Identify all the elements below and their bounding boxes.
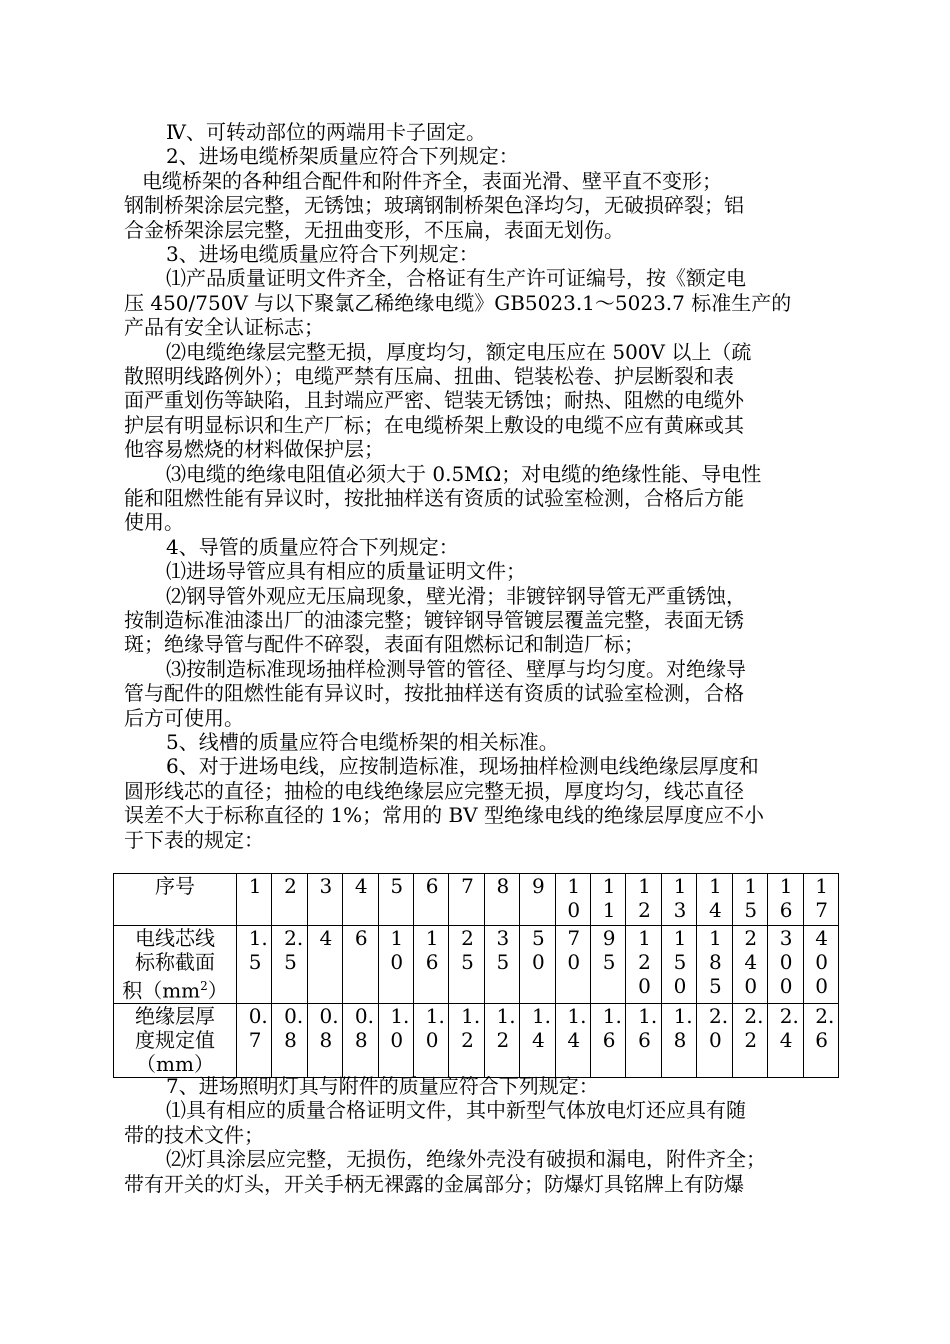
table-row-seq [114, 874, 839, 926]
text-line: 7、进场照明灯具与附件的质量应符合下列规定： [166, 1074, 599, 1098]
text-line: 压 450/750V 与以下聚氯乙稀绝缘电缆》GB5023.1～5023.7 标准生产的 [124, 290, 792, 315]
table-cell-area [414, 926, 449, 1004]
table-cell-thickness [555, 1003, 590, 1077]
text-line: 误差不大于标称直径的 1%；常用的 BV 型绝缘电线的绝缘层厚度应不小 [124, 803, 764, 828]
text-line: 按制造标准油漆出厂的油漆完整；镀锌钢导管镀层覆盖完整，表面无锈 [124, 608, 744, 632]
table-cell-seq [378, 874, 413, 926]
table-cell-seq [697, 874, 732, 926]
cell-value: 6 [354, 926, 368, 950]
cell-value: 120 [638, 926, 651, 998]
cell-value: 0.7 [248, 1003, 268, 1052]
cell-value: 4 [319, 926, 333, 950]
cell-value: 2.0 [708, 1003, 729, 1052]
cell-value: 1 [248, 874, 262, 898]
table-cell-seq [414, 874, 449, 926]
cell-value: 8 [496, 874, 510, 898]
cell-value: 1.6 [638, 1003, 658, 1052]
row-header-area: 电线芯线 标称截面 积$(mm^2)$ [114, 926, 237, 1004]
cell-value: 1.5 [248, 926, 268, 974]
table-cell-thickness [307, 1003, 342, 1077]
cell-value: 2 [284, 874, 297, 898]
table-cell-seq [272, 874, 307, 926]
cell-value: 3 [319, 874, 333, 898]
text-line: 产品有安全认证标志； [124, 315, 324, 340]
cell-value: 10 [390, 926, 404, 974]
text-line: ⑴进场导管应具有相应的质量证明文件； [166, 559, 526, 584]
cell-value: 7 [461, 874, 474, 898]
table-cell-thickness [237, 1003, 272, 1077]
table-cell-thickness [732, 1003, 767, 1077]
table-cell-seq [484, 874, 519, 926]
cell-value: 2.2 [744, 1003, 764, 1052]
cell-value: 1.0 [390, 1003, 410, 1052]
cell-value: 50 [531, 926, 545, 974]
table-cell-thickness [484, 1003, 519, 1077]
table-cell-seq [661, 874, 696, 926]
cell-value: 5 [390, 874, 404, 898]
cell-value: 1.4 [567, 1003, 587, 1052]
cell-value: 1.6 [602, 1003, 622, 1052]
cell-value: 6 [425, 874, 439, 898]
table-cell-seq [626, 874, 661, 926]
cell-value: 12 [638, 874, 651, 922]
table-cell-area [732, 926, 767, 1004]
cell-value: 70 [567, 926, 581, 974]
table-cell-area [307, 926, 342, 1004]
text-line: ⑴具有相应的质量合格证明文件，其中新型气体放电灯还应具有随 [166, 1098, 746, 1123]
table-cell-thickness [768, 1003, 803, 1077]
cell-value: 17 [815, 874, 828, 922]
table-cell-area [237, 926, 272, 1004]
cell-value: 2.6 [815, 1003, 835, 1052]
text-line: ⑶电缆的绝缘电阻值必须大于 0.5MΩ；对电缆的绝缘性能、导电性 [166, 461, 762, 486]
text-line: 4、导管的质量应符合下列规定： [166, 534, 459, 559]
table-cell-area [803, 926, 839, 1004]
text-line: 带的技术文件； [124, 1122, 264, 1147]
table-cell-seq [237, 874, 272, 926]
table-cell-thickness [449, 1003, 484, 1077]
table-cell-thickness [661, 1003, 696, 1077]
cell-value: 14 [708, 874, 722, 922]
table-cell-seq [307, 874, 342, 926]
text-line: 斑；绝缘导管与配件不碎裂，表面有阻燃标记和制造厂标； [124, 632, 644, 657]
table-row-area [114, 926, 839, 1004]
table-cell-thickness [378, 1003, 413, 1077]
table-cell-area [555, 926, 590, 1004]
table-cell-seq [343, 874, 378, 926]
cell-value: 95 [602, 926, 616, 974]
table-cell-area [626, 926, 661, 1004]
table-cell-thickness [520, 1003, 555, 1077]
text-line: ⑶按制造标准现场抽样检测导管的管径、壁厚与均匀度。对绝缘导 [166, 656, 746, 681]
row-header-seq: 序号 [114, 874, 237, 926]
text-line: 钢制桥架涂层完整，无锈蚀；玻璃钢制桥架色泽均匀，无破损碎裂；铝 [124, 193, 744, 218]
table-cell-area [591, 926, 626, 1004]
table-cell-area [768, 926, 803, 1004]
table-cell-seq [803, 874, 839, 926]
insulation-thickness-table [113, 873, 839, 1078]
table-cell-seq [449, 874, 484, 926]
text-line: 他容易燃烧的材料做保护层； [124, 437, 384, 462]
table-row-thickness [114, 1003, 839, 1077]
text-line: Ⅳ、可转动部位的两端用卡子固定。 [166, 120, 486, 144]
text-line: 后方可使用。 [124, 705, 244, 730]
cell-value: 300 [779, 926, 793, 998]
text-line: 面严重划伤等缺陷，且封端应严密、铠装无锈蚀；耐热、阻燃的电缆外 [124, 388, 744, 413]
text-line: ⑴产品质量证明文件齐全，合格证有生产许可证编号，按《额定电 [166, 266, 746, 291]
text-line: ⑵灯具涂层应完整，无损伤，绝缘外壳没有破损和漏电，附件齐全； [166, 1147, 766, 1172]
table-cell-seq [520, 874, 555, 926]
text-line: 合金桥架涂层完整，无扭曲变形，不压扁，表面无划伤。 [124, 217, 624, 242]
table-cell-seq [555, 874, 590, 926]
table-cell-thickness [414, 1003, 449, 1077]
cell-value: 4 [354, 874, 368, 898]
cell-value: 35 [496, 926, 510, 974]
cell-value: 25 [461, 926, 474, 974]
table-cell-area [272, 926, 307, 1004]
text-line: 2、进场电缆桥架质量应符合下列规定： [166, 144, 519, 169]
table-cell-thickness [803, 1003, 839, 1077]
table-cell-thickness [591, 1003, 626, 1077]
table-cell-area [697, 926, 732, 1004]
cell-value: 16 [425, 926, 439, 974]
cell-value: 1.4 [531, 1003, 552, 1052]
text-line: ⑵钢导管外观应无压扁现象，壁光滑；非镀锌钢导管无严重锈蚀， [166, 583, 746, 608]
text-line: 管与配件的阻燃性能有异议时，按批抽样送有资质的试验室检测，合格 [124, 681, 744, 706]
cell-value: 185 [708, 926, 722, 998]
cell-value: 2.4 [779, 1003, 799, 1052]
table-cell-thickness [697, 1003, 732, 1077]
text-line: 于下表的规定： [124, 827, 264, 852]
text-line: 使用。 [124, 510, 184, 535]
cell-value: 10 [567, 874, 581, 922]
cell-value: 0.8 [354, 1003, 375, 1052]
table-cell-area [661, 926, 696, 1004]
row-header-thickness: 绝缘层厚 度规定值 （mm） [114, 1003, 237, 1077]
table-cell-seq [732, 874, 767, 926]
text-line: 圆形线芯的直径；抽检的电线绝缘层应完整无损，厚度均匀，线芯直径 [124, 778, 744, 803]
text-line: 能和阻燃性能有异议时，按批抽样送有资质的试验室检测，合格后方能 [124, 486, 744, 510]
cell-value: 1.2 [496, 1003, 516, 1052]
table-cell-thickness [343, 1003, 378, 1077]
table-cell-seq [768, 874, 803, 926]
cell-value: 1.0 [425, 1003, 445, 1052]
cell-value: 11 [602, 874, 616, 922]
table-cell-area [449, 926, 484, 1004]
table-cell-area [343, 926, 378, 1004]
table-cell-area [378, 926, 413, 1004]
table-cell-thickness [272, 1003, 307, 1077]
text-line: 5、线槽的质量应符合电缆桥架的相关标准。 [166, 730, 559, 754]
table-cell-thickness [626, 1003, 661, 1077]
text-line: ⑵电缆绝缘层完整无损，厚度均匀，额定电压应在 500V 以上（疏 [166, 339, 752, 364]
text-line: 散照明线路例外）；电缆严禁有压扁、扭曲、铠装松卷、护层断裂和表 [124, 364, 734, 388]
cell-value: 1.2 [461, 1003, 481, 1052]
text-line: 护层有明显标识和生产厂标；在电缆桥架上敷设的电缆不应有黄麻或其 [124, 412, 744, 437]
table-cell-seq [591, 874, 626, 926]
cell-value: 240 [744, 926, 758, 998]
cell-value: 400 [815, 926, 828, 998]
cell-value: 0.8 [319, 1003, 339, 1052]
text-line: 带有开关的灯头，开关手柄无裸露的金属部分；防爆灯具铭牌上有防爆 [124, 1171, 744, 1196]
cell-value: 150 [673, 926, 687, 998]
cell-value: 13 [673, 874, 687, 922]
text-line: 6、对于进场电线，应按制造标准，现场抽样检测电线绝缘层厚度和 [166, 754, 759, 779]
cell-value: 2.5 [284, 926, 304, 974]
text-line: 3、进场电缆质量应符合下列规定： [166, 242, 479, 266]
table-cell-area [520, 926, 555, 1004]
cell-value: 0.8 [284, 1003, 304, 1052]
table-cell-area [484, 926, 519, 1004]
cell-value: 16 [779, 874, 793, 922]
cell-value: 1.8 [673, 1003, 693, 1052]
cell-value: 9 [531, 874, 545, 898]
text-line: 电缆桥架的各种组合配件和附件齐全，表面光滑、壁平直不变形； [142, 168, 722, 193]
cell-value: 15 [744, 874, 758, 922]
